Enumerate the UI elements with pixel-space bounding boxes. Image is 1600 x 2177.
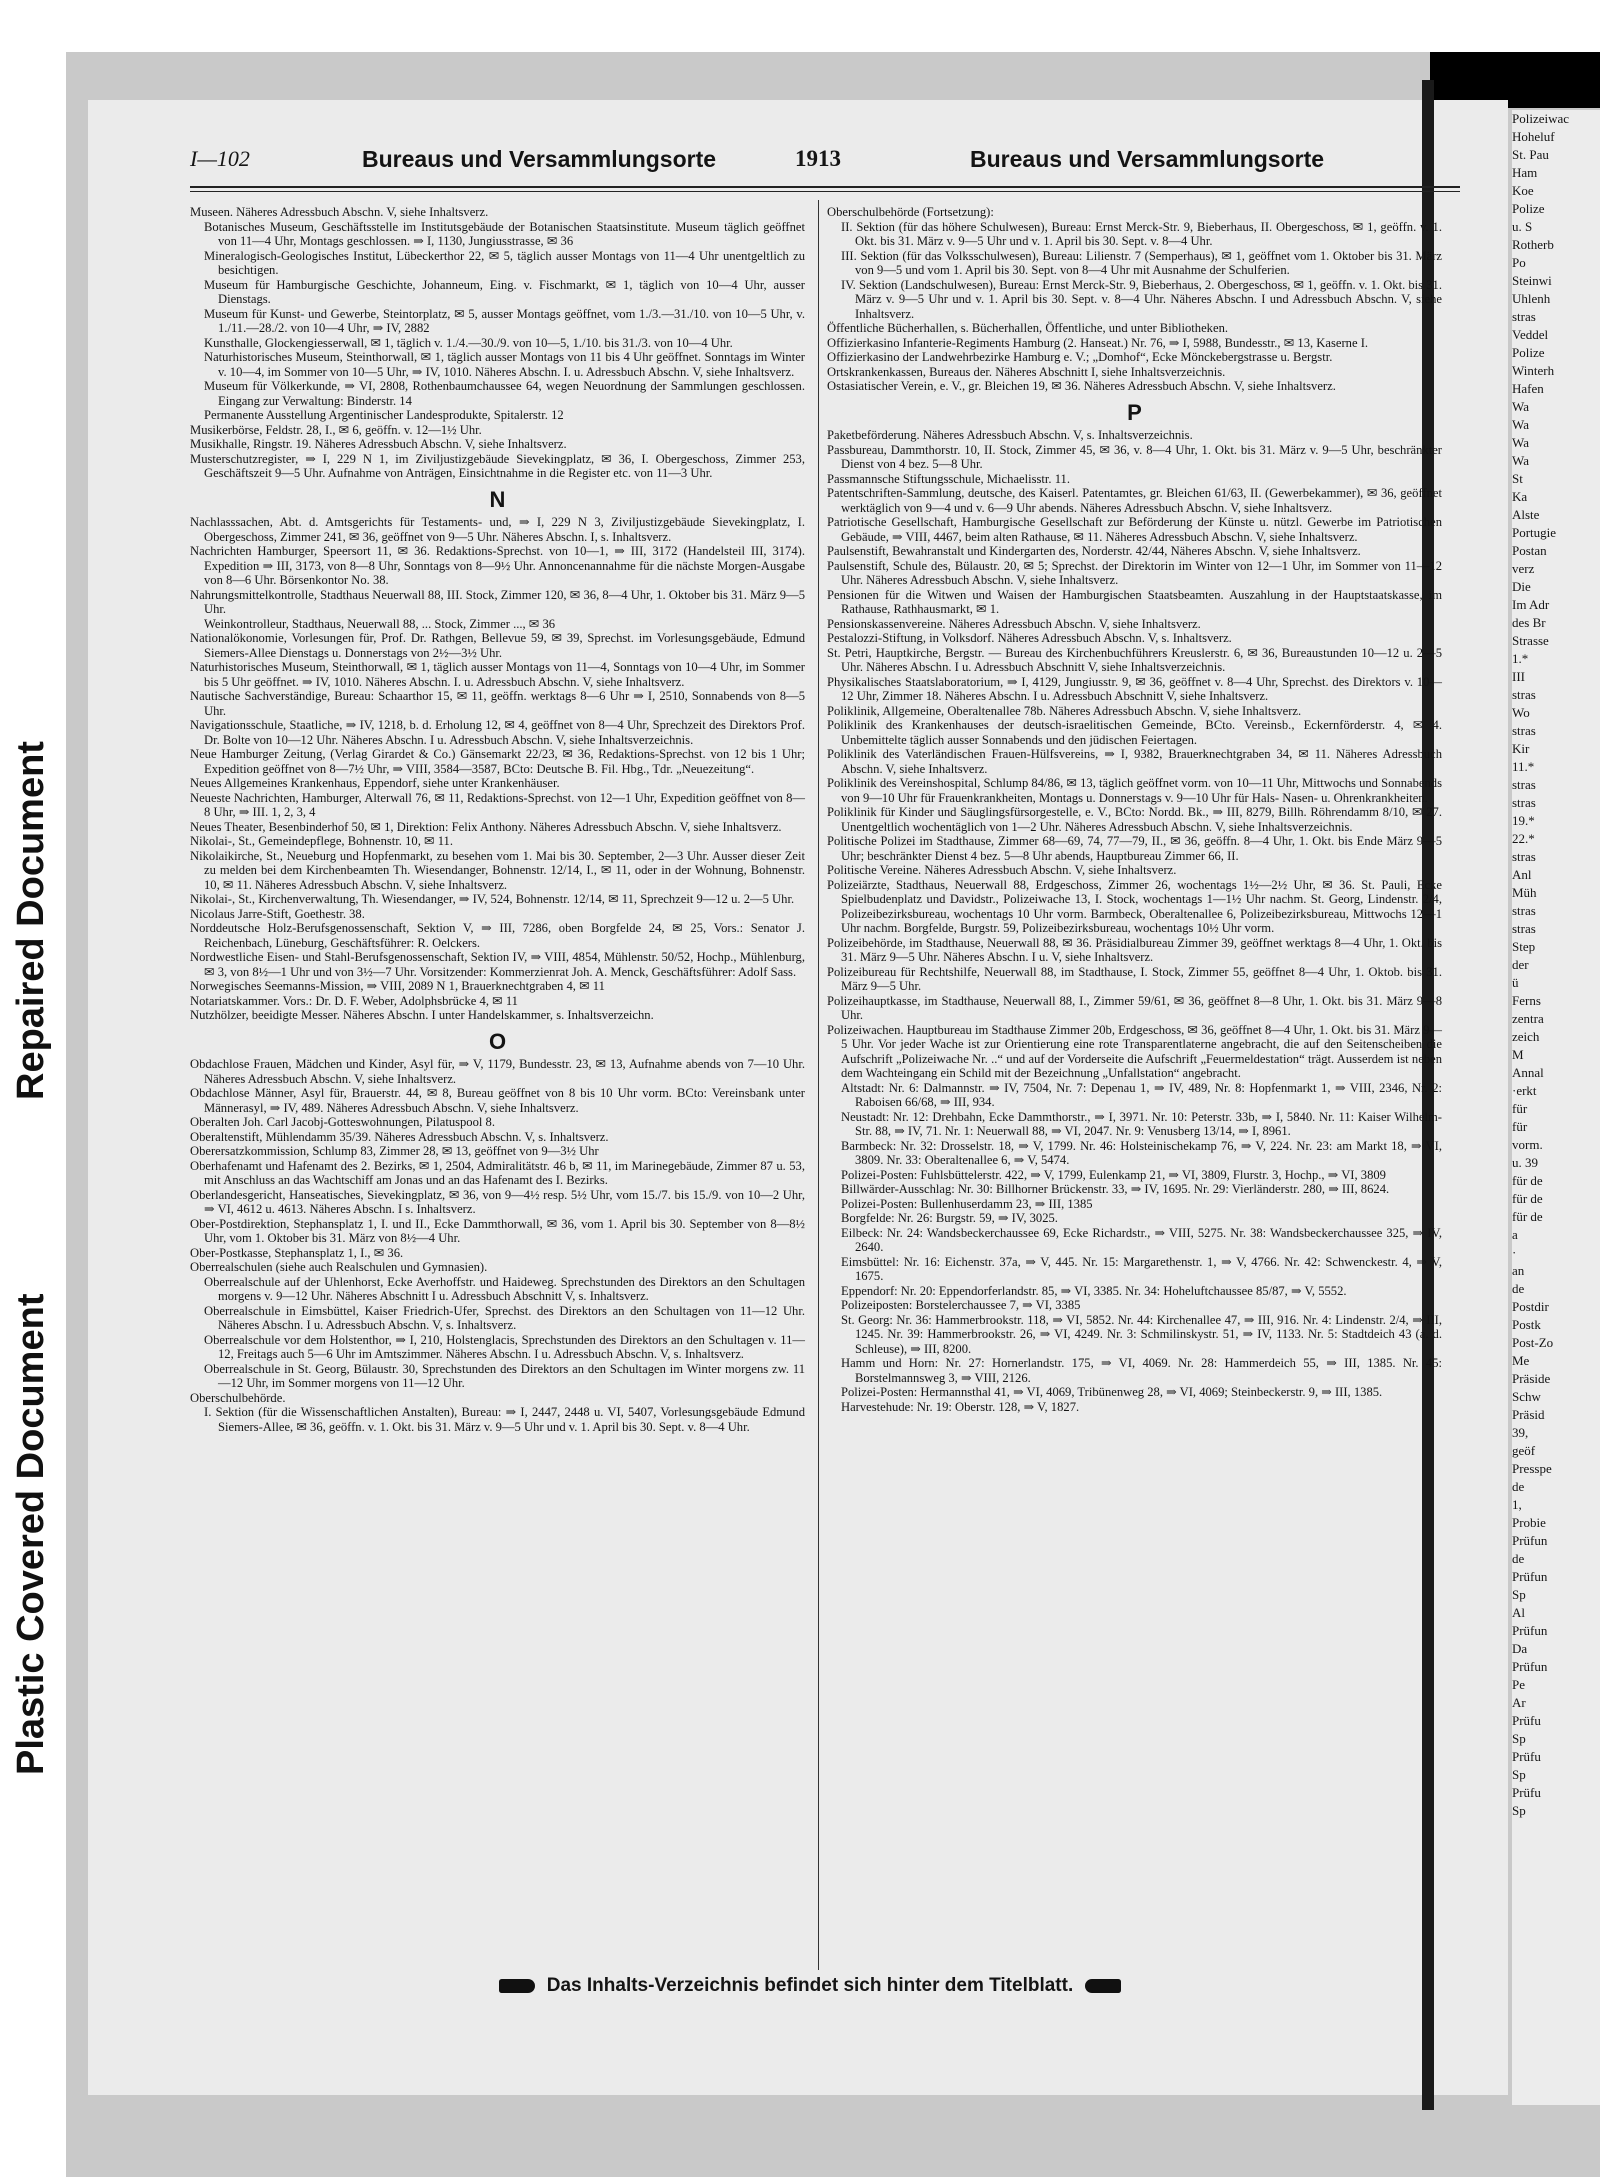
- neighbor-line: u. S: [1512, 219, 1533, 234]
- neighbor-line: geöf: [1512, 1443, 1536, 1458]
- directory-entry: Musterschutzregister, ⇒ I, 229 N 1, im Ziviljustizgebäude Sievekingplatz, ✉ 36, I. Obergeschoss, Zimmer 253, Geschäftszeit 9—5 Uhr. Aufnahme von Anträgen, Einsichtnahme in die Register etc. von 11—3 Uhr.: [190, 451, 805, 480]
- neighbor-line: für de: [1512, 1173, 1543, 1188]
- neighbor-line: 1.*: [1512, 651, 1529, 666]
- directory-entry: Harvestehude: Nr. 19: Oberstr. 128, ⇒ V, 1827.: [841, 1399, 1080, 1414]
- neighbor-line: stras: [1512, 309, 1536, 324]
- neighbor-line: u. 39: [1512, 1155, 1538, 1170]
- directory-entry: Oberersatzkommission, Schlump 83, Zimmer 28, ✉ 13, geöffnet von 9—3½ Uhr: [190, 1144, 599, 1158]
- neighbor-line: Strasse: [1512, 633, 1549, 648]
- neighbor-line: Prüfun: [1512, 1659, 1548, 1674]
- directory-entry: St. Petri, Hauptkirche, Bergstr. — Bureau des Kirchenbuchführers Kreuslerstr. 6, ✉ 36, Bureaustunden 10—12 u. 2—5 Uhr. Näheres Abschn. I u. Adressbuch Abschnitt V, siehe Inhaltsverzeichnis.: [827, 645, 1442, 674]
- directory-entry: II. Sektion (für das höhere Schulwesen), Bureau: Ernst Merck-Str. 9, Bieberhaus, II. Obergeschoss, ✉ 1, geöffn. v. 1. Okt. bis 31. März v. 9—5 Uhr und v. 1. April bis 30. Sept. v. 8—4 Uhr.: [841, 219, 1442, 248]
- neighbor-line: Ar: [1512, 1695, 1526, 1710]
- directory-entry: Pestalozzi-Stiftung, in Volksdorf. Näheres Adressbuch Abschn. V, s. Inhaltsverz.: [827, 631, 1232, 645]
- neighbor-line: Anl: [1512, 867, 1532, 882]
- neighbor-line: zentra: [1512, 1011, 1544, 1026]
- neighbor-line: Alste: [1512, 507, 1540, 522]
- neighbor-line: Hafen: [1512, 381, 1544, 396]
- directory-entry: Oberschulbehörde.: [190, 1390, 286, 1405]
- directory-entry: Neueste Nachrichten, Hamburger, Alterwall 76, ✉ 11, Redaktions-Sprechst. von 12—1 Uhr, Expedition geöffnet von 8—8 Uhr, ⇒ III. 1, 2, 3, 4: [190, 790, 805, 819]
- neighbor-line: Prüfu: [1512, 1785, 1541, 1800]
- directory-entry: Nikolai-, St., Gemeindepflege, Bohnenstr. 10, ✉ 11.: [190, 834, 453, 848]
- header-rule-thin: [190, 191, 1460, 192]
- plastic-covered-stamp: Plastic Covered Document: [10, 1293, 52, 1775]
- neighbor-line: Prüfu: [1512, 1749, 1541, 1764]
- directory-entry: Museum für Hamburgische Geschichte, Johanneum, Eing. v. Fischmarkt, ✉ 1, täglich von 10—4 Uhr, ausser Dienstags.: [204, 277, 805, 306]
- neighbor-line: 19.*: [1512, 813, 1535, 828]
- directory-entry: IV. Sektion (Landschulwesen), Bureau: Ernst Merck-Str. 9, Bieberhaus, 2. Obergeschoss, ✉ 1, geöffn. v. 1. Okt. bis 31. März v. 9—5 Uhr und v. 1. April bis 30. Sept. v. 8—4 Uhr. Näheres Abschn. I und Adressbuch Abschn. V, siehe Inhaltsverz.: [841, 277, 1442, 321]
- directory-entry: Politische Vereine. Näheres Adressbuch Abschn. V, siehe Inhaltsverz.: [827, 863, 1177, 877]
- neighbor-line: Polizeiwac: [1512, 111, 1570, 126]
- directory-entry: Polizeibehörde, im Stadthause, Neuerwall 88, ✉ 36. Präsidialbureau Zimmer 39, geöffnet werktags 8—4 Uhr, 1. Okt. bis 31. März 9—5 Uhr. Näheres Abschn. I u. V, siehe Inhaltsverz.: [827, 935, 1442, 964]
- directory-entry: Poliklinik, Allgemeine, Oberaltenallee 78b. Näheres Adressbuch Abschn. V, siehe Inhaltsverz.: [827, 703, 1302, 718]
- directory-entry: Naturhistorisches Museum, Steinthorwall, ✉ 1, täglich ausser Montags von 11 bis 4 Uhr geöffnet. Sonntags im Winter v. 10—4, im Sommer von 10—5 Uhr, ⇒ IV, 1010. Näheres Abschn. I. u. Adressbuch Abschn. V, siehe Inhaltsverz.: [204, 350, 805, 379]
- directory-entry: Neustadt: Nr. 12: Drehbahn, Ecke Dammthorstr., ⇒ I, 3971. Nr. 10: Peterstr. 33b, ⇒ I, 5840. Nr. 11: Kaiser Wilhelm-Str. 88, ⇒ IV, 71. Nr. 1: Neuerwall 88, ⇒ VI, 2047. Nr. 9: Venusberg 13/14, ⇒ I, 8961.: [841, 1109, 1442, 1138]
- directory-entry: Weinkontrolleur, Stadthaus, Neuerwall 88, ... Stock, Zimmer ..., ✉ 36: [204, 616, 556, 631]
- neighbor-line: Wa: [1512, 399, 1529, 414]
- section-letter: N: [489, 486, 506, 512]
- directory-entry: Nordwestliche Eisen- und Stahl-Berufsgenossenschaft, Sektion IV, ⇒ VIII, 4854, Mühlenstr. 50/52, Hochp., Mühlenburg, ✉ 3, von 8½—1 Uhr und von 3½—7 Uhr. Vorsitzender: Kommerzienrat Joh. A. Menck, Geschäftsführer: Adolf Sass.: [190, 950, 805, 979]
- directory-entry: Patriotische Gesellschaft, Hamburgische Gesellschaft zur Beförderung der Künste u. nützl. Gewerbe im Patriotischen Gebäude, ⇒ VIII, 4467, beim alten Rathause, ✉ 11. Näheres Adressbuch Abschn. V, siehe Inhaltsverz.: [827, 515, 1442, 544]
- directory-entry: Eppendorf: Nr. 20: Eppendorferlandstr. 85, ⇒ VI, 3385. Nr. 34: Hoheluftchaussee 85/87, ⇒ V, 5552.: [841, 1283, 1347, 1298]
- directory-entry: Paketbeförderung. Näheres Adressbuch Abschn. V, s. Inhaltsverzeichnis.: [827, 428, 1193, 442]
- directory-entry: Obdachlose Frauen, Mädchen und Kinder, Asyl für, ⇒ V, 1179, Bundesstr. 23, ✉ 13, Aufnahme abends von 7—10 Uhr. Näheres Adressbuch Abschn. V, siehe Inhaltsverz.: [190, 1057, 805, 1086]
- neighbor-line: de: [1512, 1281, 1525, 1296]
- directory-entry: Nahrungsmittelkontrolle, Stadthaus Neuerwall 88, III. Stock, Zimmer 120, ✉ 36, 8—4 Uhr, 1. Oktober bis 31. März 9—5 Uhr.: [190, 587, 805, 616]
- neighbor-line: Prüfu: [1512, 1713, 1541, 1728]
- directory-entry: Musikerbörse, Feldstr. 28, I., ✉ 6, geöffn. v. 12—1½ Uhr.: [190, 422, 482, 437]
- neighbor-line: Sp: [1512, 1767, 1526, 1782]
- directory-entry: Neues Allgemeines Krankenhaus, Eppendorf, siehe unter Krankenhäuser.: [190, 776, 560, 790]
- directory-entry: Norwegisches Seemanns-Mission, ⇒ VIII, 2089 N 1, Brauerknechtgraben 4, ✉ 11: [190, 979, 605, 993]
- neighbor-line: der: [1512, 957, 1529, 972]
- neighbor-line: ·erkt: [1512, 1083, 1537, 1098]
- neighbor-line: Annal: [1512, 1065, 1544, 1080]
- neighbor-line: Postan: [1512, 543, 1547, 558]
- neighbor-line: Portugie: [1512, 525, 1557, 540]
- directory-entry: Nautische Sachverständige, Bureau: Schaarthor 15, ✉ 11, geöffn. werktags 8—6 Uhr ⇒ I, 2510, Sonnabends von 8—5 Uhr.: [190, 689, 805, 718]
- neighbor-line: Uhlenh: [1512, 291, 1551, 306]
- directory-entry: Polizei-Posten: Fuhlsbüttelerstr. 422, ⇒ V, 1799, Eulenkamp 21, ⇒ VI, 3809, Flurstr. 3, Hochp., ⇒ VI, 3809: [841, 1167, 1386, 1182]
- neighbor-line: stras: [1512, 723, 1536, 738]
- neighbor-line: ü: [1512, 975, 1519, 990]
- directory-entry: Billwärder-Ausschlag: Nr. 30: Billhorner Brückenstr. 33, ⇒ IV, 1695. Nr. 29: Vierländerstr. 280, ⇒ III, 8624.: [841, 1182, 1390, 1196]
- neighbor-line: zeich: [1512, 1029, 1540, 1044]
- neighbor-line: des Br: [1512, 615, 1546, 630]
- column-divider: [818, 200, 819, 1970]
- neighbor-line: Probie: [1512, 1515, 1546, 1530]
- directory-entry: Hamm und Horn: Nr. 27: Hornerlandstr. 175, ⇒ VI, 4069. Nr. 28: Hammerdeich 55, ⇒ III, 1385. Nr. 45: Borstelmannsweg 3, ⇒ VIII, 2126.: [841, 1356, 1442, 1385]
- neighbor-line: Ferns: [1512, 993, 1541, 1008]
- neighbor-line: de: [1512, 1479, 1525, 1494]
- directory-entry: Nicolaus Jarre-Stift, Goethestr. 38.: [190, 906, 365, 921]
- neighbor-line: Prüfun: [1512, 1623, 1548, 1638]
- footer-note: [360, 1975, 1260, 1997]
- directory-entry: I. Sektion (für die Wissenschaftlichen Anstalten), Bureau: ⇒ I, 2447, 2448 u. VI, 5407, Vorlesungsgebäude Edmund Siemers-Allee, ✉ 36, geöffn. v. 1. Okt. bis 31. März v. 9—5 Uhr und v. 1. April bis 30. Sept. v. 8—4 Uhr.: [204, 1405, 805, 1434]
- neighbor-line: 11.*: [1512, 759, 1535, 774]
- neighbor-line: Schw: [1512, 1389, 1541, 1404]
- directory-entry: Borgfelde: Nr. 26: Burgstr. 59, ⇒ IV, 3025.: [841, 1211, 1058, 1225]
- neighbor-line: für: [1512, 1119, 1528, 1134]
- page-header: [110, 140, 1460, 182]
- neighbor-line: stras: [1512, 921, 1536, 936]
- section-letter: P: [1127, 399, 1142, 425]
- neighbor-line: Präsid: [1512, 1407, 1545, 1422]
- neighbor-line: stras: [1512, 687, 1536, 702]
- neighbor-line: Koe: [1512, 183, 1534, 198]
- neighbor-line: Ham: [1512, 165, 1538, 180]
- directory-entry: Botanisches Museum, Geschäftsstelle im Institutsgebäude der Botanischen Staatsinstitute. Museum täglich geöffnet von 11—4 Uhr, Montags geschlossen. ⇒ I, 1130, Jungiusstrasse, ✉ 36: [204, 219, 805, 248]
- directory-entry: Physikalisches Staatslaboratorium, ⇒ I, 4129, Jungiusstr. 9, ✉ 36, geöffnet v. 8—4 Uhr, Sprechst. des Direktors v. 10—12 Uhr, Zimmer 18. Näheres Abschn. I u. Adressbuch Abschnitt V, siehe Inhaltsverz.: [827, 674, 1442, 703]
- directory-entry: Polizeibureau für Rechtshilfe, Neuerwall 88, im Stadthause, I. Stock, Zimmer 55, geöffnet 8—4 Uhr, 1. Oktob. bis 31. März 9—5 Uhr.: [827, 964, 1442, 993]
- neighbor-line: Im Adr: [1512, 597, 1550, 612]
- directory-entry: Oberschulbehörde (Fortsetzung):: [827, 205, 994, 219]
- directory-entry: St. Georg: Nr. 36: Hammerbrookstr. 118, ⇒ VI, 5852. Nr. 44: Kirchenallee 47, ⇒ III, 916. Nr. 4: Lindenstr. 2/4, ⇒ III, 1245. Nr. 39: Hammerbrookstr. 26, ⇒ VI, 4249. Nr. 3: Schmilinskystr. 51, ⇒ IV, 1133. Nr. 5: Stadtdeich 43 (a. d. Schleuse), ⇒ III, 8200.: [841, 1312, 1442, 1356]
- neighbor-line: Kir: [1512, 741, 1530, 756]
- pointing-hand-icon: [1085, 1979, 1121, 1993]
- neighbor-line: Sp: [1512, 1731, 1526, 1746]
- directory-entry: Nikolai-, St., Kirchenverwaltung, Th. Wiesendanger, ⇒ IV, 524, Bohnenstr. 12/14, ✉ 11, Sprechzeit 9—12 u. 2—5 Uhr.: [190, 892, 795, 906]
- neighbor-line: an: [1512, 1263, 1525, 1278]
- directory-entry: Polizeihauptkasse, im Stadthause, Neuerwall 88, I., Zimmer 59/61, ✉ 36, geöffnet 8—8 Uhr, 1. Okt. bis 31. März 9—8 Uhr.: [827, 993, 1442, 1022]
- neighbor-line: III: [1512, 669, 1525, 684]
- directory-entry: Polizeiärzte, Stadthaus, Neuerwall 88, Erdgeschoss, Zimmer 26, wochentags 1½—2½ Uhr, ✉ 36. St. Pauli, Ecke Spielbudenplatz und Davidstr., Polizeiwache 13, I. Stock, wochentags 1—1½ Uhr nachm. St. Georg, Lindenstr. 2/4, Polizeibezirksbureau, wochentags 10 Uhr vorm. Barmbeck, Oberaltenallee 6, Polizeibezirksbureau, Mittwochs 12—1 Uhr nachm. Borgfelde, Burgstr. 59, Polizeibezirksbureau, wochentags 10½ Uhr vorm.: [827, 877, 1442, 935]
- directory-entry: Oberrealschulen (siehe auch Realschulen und Gymnasien).: [190, 1260, 488, 1274]
- right-column: [827, 205, 1442, 1414]
- directory-entry: Nachrichten Hamburger, Speersort 11, ✉ 36. Redaktions-Sprechst. von 10—1, ⇒ III, 3172 (Handelsteil III, 3174). Expedition ⇒ III, 3173, von 8—8 Uhr, Sonntags von 8—9½ Uhr. Annoncenannahme für die nächste Morgen-Ausgabe von 8—6 Uhr. Börsenkontor No. 38.: [190, 544, 805, 587]
- directory-entry: Passmannsche Stiftungsschule, Michaelisstr. 11.: [827, 471, 1070, 486]
- directory-entry: Polizei-Posten: Bullenhuserdamm 23, ⇒ III, 1385: [841, 1196, 1093, 1211]
- directory-entry: Pensionskassenvereine. Näheres Adressbuch Abschn. V, siehe Inhaltsverz.: [827, 616, 1201, 631]
- directory-entry: Altstadt: Nr. 6: Dalmannstr. ⇒ IV, 7504, Nr. 7: Depenau 1, ⇒ IV, 489, Nr. 8: Hopfenmarkt 1, ⇒ VIII, 2346, Nr. 2: Raboisen 66/68, ⇒ III, 934.: [841, 1080, 1442, 1109]
- directory-entry: Poliklinik für Kinder und Säuglingsfürsorgestelle, e. V., BCto: Nordd. Bk., ⇒ III, 8279, Billh. Röhrendamm 8/10, ✉ 27. Unentgeltlich wochentäglich von 1—2 Uhr. Näheres Adressbuch Abschn. V, siehe Inhaltsverzeichnis.: [827, 805, 1442, 834]
- directory-entry: Eimsbüttel: Nr. 16: Eichenstr. 37a, ⇒ V, 445. Nr. 15: Margarethenstr. 1, ⇒ V, 4766. Nr. 42: Schwenckestr. 4, ⇒ V, 1675.: [841, 1254, 1442, 1283]
- directory-entry: Paulsenstift, Schule des, Bülaustr. 20, ✉ 5; Sprechst. der Direktorin im Winter von 12—1 Uhr, im Sommer von 11—12 Uhr. Näheres Adressbuch Abschn. V, siehe Inhaltsverz.: [827, 558, 1442, 587]
- neighbor-line: Po: [1512, 255, 1526, 270]
- directory-entry: Museum für Kunst- und Gewerbe, Steintorplatz, ✉ 5, ausser Montags geöffnet, vom 1./3.—31./10. von 10—5 Uhr, v. 1./11.—28./2. von 10—4 Uhr, ⇒ IV, 2882: [204, 306, 805, 335]
- directory-entry: Museen. Näheres Adressbuch Abschn. V, siehe Inhaltsverz.: [190, 205, 489, 219]
- directory-entry: Paulsenstift, Bewahranstalt und Kindergarten des, Norderstr. 42/44, Näheres Abschn. V, siehe Inhaltsverz.: [827, 544, 1361, 558]
- directory-entry: Obdachlose Männer, Asyl für, Brauerstr. 44, ✉ 8, Bureau geöffnet von 8 bis 10 Uhr vorm. BCto: Vereinsbank unter Männerasyl, ⇒ IV, 489. Näheres Adressbuch Abschn. V, siehe Inhaltsverz.: [190, 1086, 805, 1115]
- neighbor-line: Presspe: [1512, 1461, 1552, 1476]
- directory-entry: Pensionen für die Witwen und Waisen der Hamburgischen Staatsbeamten. Auszahlung in der Hauptstaatskasse, im Rathause, Rathhausmarkt, ✉ 1.: [827, 587, 1442, 616]
- neighbor-line: stras: [1512, 849, 1536, 864]
- directory-entry: Nikolaikirche, St., Neueburg und Hopfenmarkt, zu besehen vom 1. Mai bis 30. September, 2—3 Uhr. Ausser dieser Zeit zu melden bei dem Kirchenbeamten Th. Wiesendanger, Bohnenstr. 12/14, I., ✉ 11, oder in der Wohnung, Bohnenstr. 10, ✉ 11. Näheres Adressbuch Abschn. V, siehe Inhaltsverz.: [190, 848, 805, 892]
- directory-entry: Mineralogisch-Geologisches Institut, Lübeckerthor 22, ✉ 5, täglich ausser Montags von 11—4 Uhr unentgeltlich zu besichtigen.: [204, 248, 805, 277]
- neighbor-line: Prüfun: [1512, 1533, 1548, 1548]
- neighbor-line: Müh: [1512, 885, 1537, 900]
- neighbor-line: Step: [1512, 939, 1536, 954]
- directory-entry: Musikhalle, Ringstr. 19. Näheres Adressbuch Abschn. V, siehe Inhaltsverz.: [190, 437, 567, 451]
- directory-entry: Nutzhölzer, beeidigte Messer. Näheres Abschn. I unter Handelskammer, s. Inhaltsverzeichn.: [190, 1008, 654, 1022]
- neighbor-line: für de: [1512, 1191, 1543, 1206]
- neighbor-line: Al: [1512, 1605, 1525, 1620]
- neighbor-line: stras: [1512, 777, 1536, 792]
- neighbor-line: Post-Zo: [1512, 1335, 1554, 1350]
- neighbor-line: Polize: [1512, 201, 1545, 216]
- directory-entry: Neues Theater, Besenbinderhof 50, ✉ 1, Direktion: Felix Anthony. Näheres Adressbuch Abschn. V, siehe Inhaltsverz.: [190, 819, 782, 834]
- neighbor-line: für: [1512, 1101, 1528, 1116]
- directory-entry: Poliklinik des Vereinshospital, Schlump 84/86, ✉ 13, täglich geöffnet vorm. von 10—11 Uhr, Mittwochs und Sonnabends von 9—10 Uhr für Frauenkrankheiten, Montags u. Donnerstags v. 9—10 Uhr für Hals- Nasen- u. Ohrenkrankheiten.: [827, 776, 1442, 805]
- neighbor-line: vorm.: [1512, 1137, 1543, 1152]
- neighbor-line: Wo: [1512, 705, 1530, 720]
- directory-entry: Oberrealschule in Eimsbüttel, Kaiser Friedrich-Ufer, Sprechst. des Direktors an den Schultagen von 11—12 Uhr. Näheres Abschn. I u. Adressbuch Abschn. V, s. Inhaltsverz.: [204, 1303, 805, 1332]
- header-rule: [190, 186, 1460, 188]
- directory-entry: Oberalten Joh. Carl Jacobj-Gotteswohnungen, Pilatuspool 8.: [190, 1115, 495, 1129]
- neighbor-line: Sp: [1512, 1803, 1526, 1818]
- neighbor-line: Die: [1512, 579, 1531, 594]
- directory-entry: Oberaltenstift, Mühlendamm 35/39. Näheres Adressbuch Abschn. V, s. Inhaltsverz.: [190, 1129, 609, 1144]
- directory-entry: Oberrealschule vor dem Holstenthor, ⇒ I, 210, Holstenglacis, Sprechstunden des Direktors an den Schultagen v. 11—12, Freitags auch 5—6 Uhr im Amtszimmer. Näheres Abschn. I u. Adressbuch Abschn. V, s. Inhaltsverz.: [204, 1332, 805, 1361]
- neighbor-line: 39,: [1512, 1425, 1529, 1440]
- section-letter: O: [488, 1028, 507, 1054]
- directory-entry: Ober-Postkasse, Stephansplatz 1, I., ✉ 36.: [190, 1245, 404, 1260]
- neighbor-line: M: [1512, 1047, 1524, 1062]
- neighbor-line: Wa: [1512, 453, 1529, 468]
- neighbor-line: Pe: [1512, 1677, 1525, 1692]
- directory-entry: Barmbeck: Nr. 32: Drosselstr. 18, ⇒ V, 1799. Nr. 46: Holsteinischekamp 76, ⇒ V, 224. Nr. 23: am Markt 18, ⇒ VI, 3809. Nr. 33: Oberaltenallee 6, ⇒ V, 5474.: [841, 1138, 1442, 1167]
- directory-entry: Oberhafenamt und Hafenamt des 2. Bezirks, ✉ 1, 2504, Admiralitätstr. 46 b, ✉ 11, im Marinegebäude, Zimmer 87 u. 53, mit Anschluss an das Wachtschiff am Jonas und an das Hafenamt des I. Bezirks.: [190, 1158, 805, 1187]
- year: 1913: [795, 146, 841, 171]
- neighbor-line: verz: [1512, 561, 1535, 576]
- directory-entry: Eilbeck: Nr. 24: Wandsbeckerchaussee 69, Ecke Richardstr., ⇒ VIII, 5275. Nr. 38: Wandsbeckerchaussee 325, ⇒ IV, 2640.: [841, 1225, 1442, 1254]
- neighbor-line: Da: [1512, 1641, 1528, 1656]
- directory-entry: Ostasiatischer Verein, e. V., gr. Bleichen 19, ✉ 36. Näheres Adressbuch Abschn. V, siehe Inhaltsverz.: [827, 379, 1336, 393]
- directory-entry: Oberrealschule auf der Uhlenhorst, Ecke Averhoffstr. und Haideweg. Sprechstunden des Direktors an den Schultagen morgens v. 9—12 Uhr. Näheres Abschnitt I u. Adressbuch Abschnitt V, s. Inhaltsverz.: [204, 1274, 805, 1303]
- directory-entry: Nachlasssachen, Abt. d. Amtsgerichts für Testaments- und, ⇒ I, 229 N 3, Ziviljustizgebäude Sievekingplatz, I. Obergeschoss, Zimmer 241, ✉ 36, geöffnet von 9—5 Uhr. Näheres Abschn. I, s. Inhaltsverz.: [190, 515, 805, 544]
- directory-entry: Polizei-Posten: Hermannsthal 41, ⇒ VI, 4069, Tribünenweg 28, ⇒ VI, 4069; Steinbeckerstr. 9, ⇒ III, 1385.: [841, 1385, 1383, 1399]
- neighbor-line: Winterh: [1512, 363, 1555, 378]
- neighbor-line: stras: [1512, 903, 1536, 918]
- repaired-document-stamp: Repaired Document: [10, 741, 52, 1100]
- neighbor-line: Veddel: [1512, 327, 1549, 342]
- neighbor-line: St. Pau: [1512, 147, 1549, 162]
- directory-entry: Offizierkasino der Landwehrbezirke Hamburg e. V.; „Domhof“, Ecke Mönckebergstrasse u. Bergstr.: [827, 350, 1333, 364]
- neighbor-line: ·: [1512, 1245, 1517, 1260]
- neighbor-line: Steinwi: [1512, 273, 1552, 288]
- directory-entry: Kunsthalle, Glockengiesserwall, ✉ 1, täglich v. 1./4.—30./9. von 10—5, 1./10. bis 31./3. von 10—4 Uhr.: [204, 335, 733, 350]
- neighbor-line: Wa: [1512, 435, 1529, 450]
- running-title-right: Bureaus und Versammlungsorte: [970, 146, 1325, 172]
- page-number: I—102: [190, 146, 250, 171]
- directory-entry: Poliklinik des Vaterländischen Frauen-Hülfsvereins, ⇒ I, 9382, Brauerknechtgraben 34, ✉ 11. Näheres Adressbuch Abschn. V, siehe Inhaltsverz.: [827, 747, 1442, 776]
- directory-entry: Naturhistorisches Museum, Steinthorwall, ✉ 1, täglich ausser Montags von 11—4, Sonntags von 10—4 Uhr, im Sommer bis 5 Uhr geöffnet. ⇒ IV, 1010. Näheres Abschn. I. u. Adressbuch Abschn. V, siehe Inhaltsverz.: [190, 660, 805, 689]
- neighbor-line: Me: [1512, 1353, 1530, 1368]
- directory-entry: Navigationsschule, Staatliche, ⇒ IV, 1218, b. d. Erholung 12, ✉ 4, geöffnet von 8—4 Uhr, Sprechzeit des Direktors Prof. Dr. Bolte von 10—12 Uhr. Näheres Abschn. I u. Adressbuch Abschn. V, siehe Inhaltsverzeichnis.: [190, 718, 805, 747]
- pointing-hand-icon: [499, 1979, 535, 1993]
- directory-entry: Politische Polizei im Stadthause, Zimmer 68—69, 74, 77—79, II., ✉ 36, geöffn. 8—4 Uhr, 1. Okt. bis Ende März 9—5 Uhr; beschränkter Dienst 4 bez. 5—8 Uhr abends, Hauptbureau Zimmer 66, II.: [827, 834, 1442, 863]
- neighbor-line: Ka: [1512, 489, 1528, 504]
- neighbor-line: Rotherb: [1512, 237, 1554, 252]
- neighbor-line: Prüfun: [1512, 1569, 1548, 1584]
- directory-entry: Museum für Völkerkunde, ⇒ VI, 2808, Rothenbaumchaussee 64, wegen Neuordnung der Sammlungen geschlossen. Eingang zur Verwaltung: Binderstr. 14: [204, 379, 805, 408]
- neighbor-line: für de: [1512, 1209, 1543, 1224]
- neighbor-line: Sp: [1512, 1587, 1526, 1602]
- neighbor-line: de: [1512, 1551, 1525, 1566]
- footer-text: Das Inhalts-Verzeichnis befindet sich hinter dem Titelblatt.: [546, 1975, 1074, 1996]
- directory-entry: Oberrealschule in St. Georg, Bülaustr. 30, Sprechstunden des Direktors an den Schultagen im Winter morgens zw. 11—12 Uhr, im Sommer morgens von 11—12 Uhr.: [204, 1361, 805, 1390]
- neighbor-line: Postdir: [1512, 1299, 1549, 1314]
- directory-entry: Notariatskammer. Vors.: Dr. D. F. Weber, Adolphsbrücke 4, ✉ 11: [190, 993, 518, 1008]
- directory-entry: Permanente Ausstellung Argentinischer Landesprodukte, Spitalerstr. 12: [204, 408, 564, 422]
- directory-entry: Poliklinik des Krankenhauses der deutsch-israelitischen Gemeinde, BCto. Vereinsb., Eckernförderstr. 4, ✉ 4. Unbemittelte täglich ausser Sonnabends und den jüdischen Feiertagen.: [827, 718, 1442, 747]
- directory-entry: Oberlandesgericht, Hanseatisches, Sievekingplatz, ✉ 36, von 9—4½ resp. 5½ Uhr, vom 15./7. bis 15./9. von 10—2 Uhr, ⇒ VI, 4612 u. 4613. Näheres Abschn. I s. Inhaltsverz.: [190, 1187, 805, 1216]
- neighbor-line: St: [1512, 471, 1523, 486]
- directory-entry: Offizierkasino Infanterie-Regiments Hamburg (2. Hanseat.) Nr. 76, ⇒ I, 5988, Bundesstr., ✉ 13, Kaserne I.: [827, 335, 1369, 350]
- left-column: [190, 205, 805, 1434]
- directory-entry: Öffentliche Bücherhallen, s. Bücherhallen, Öffentliche, und unter Bibliotheken.: [827, 321, 1229, 335]
- running-title-left: Bureaus und Versammlungsorte: [362, 146, 717, 172]
- directory-entry: Ober-Postdirektion, Stephansplatz 1, I. und II., Ecke Dammthorwall, ✉ 36, vom 1. April bis 30. September von 8—8½ Uhr, vom 1. Oktober bis 31. März von 8½—4 Uhr.: [190, 1216, 805, 1245]
- directory-entry: Norddeutsche Holz-Berufsgenossenschaft, Sektion V, ⇒ III, 7286, oben Borgfelde 24, ✉ 25, Vors.: Senator J. Reichenbach, Lüneburg, Geschäftsführer: R. Oelckers.: [190, 921, 805, 950]
- neighbor-line: Wa: [1512, 417, 1529, 432]
- directory-entry: Polizeiposten: Borstelerchaussee 7, ⇒ VI, 3385: [841, 1298, 1081, 1312]
- directory-entry: Passbureau, Dammthorstr. 10, II. Stock, Zimmer 45, ✉ 36, v. 8—4 Uhr, 1. Okt. bis 31. März v. 9—5 Uhr, beschränkter Dienst von 4 bez. 5—8 Uhr.: [827, 442, 1442, 471]
- neighbor-line: Postk: [1512, 1317, 1541, 1332]
- directory-entry: Polizeiwachen. Hauptbureau im Stadthause Zimmer 20b, Erdgeschoss, ✉ 36, geöffnet 8—4 Uhr, 1. Okt. bis 31. März 9—5 Uhr. Vor jeder Wache ist zur Orientierung eine rote Transparentlaterne angebracht, die auf den Seitenscheiben die Aufschrift „Polizeiwache Nr. ..“ und auf der Vorderseite die Aufschrift „Feuermeldestation“ trägt. Ausserdem ist neben dem Wachteingang ein Schild mit der Bezeichnung „Unfallstation“ angebracht.: [827, 1022, 1442, 1080]
- directory-entry: Nationalökonomie, Vorlesungen für, Prof. Dr. Rathgen, Bellevue 59, ✉ 39, Sprechst. im Vorlesungsgebäude, Edmund Siemers-Allee Dienstags u. Donnerstags von 2½—3½ Uhr.: [190, 631, 805, 660]
- neighbor-line: Präside: [1512, 1371, 1551, 1386]
- neighbor-line: Hoheluf: [1512, 129, 1555, 144]
- directory-entry: Neue Hamburger Zeitung, (Verlag Girardet & Co.) Gänsemarkt 22/23, ✉ 36, Redaktions-Sprechst. von 12 bis 1 Uhr; Expedition geöffnet von 8—7½ Uhr, ⇒ VIII, 3584—3587, BCto: Deutsche B. Fil. Hbg., Tdr. „Neuezeitung“.: [190, 747, 805, 776]
- neighbor-line: a: [1512, 1227, 1518, 1242]
- neighbor-line: 1,: [1512, 1497, 1522, 1512]
- neighbor-page-fragment: [1512, 110, 1600, 2105]
- neighbor-line: Polize: [1512, 345, 1545, 360]
- directory-entry: III. Sektion (für das Volksschulwesen), Bureau: Lilienstr. 7 (Semperhaus), ✉ 1, geöffnet vom 1. Oktober bis 31. März von 9—5 und vom 1. April bis 30. Sept. von 8—4 Uhr mit Ausnahme der Schulferien.: [841, 248, 1442, 277]
- neighbor-line: stras: [1512, 795, 1536, 810]
- directory-entry: Patentschriften-Sammlung, deutsche, des Kaiserl. Patentamtes, gr. Bleichen 61/63, II. (Gewerbekammer), ✉ 36, geöffnet werktäglich von 9—4 und v. 6—9 Uhr abends. Näheres Adressbuch Abschn. V, siehe Inhaltsverz.: [827, 486, 1442, 515]
- neighbor-line: 22.*: [1512, 831, 1535, 846]
- directory-entry: Ortskrankenkassen, Bureaus der. Näheres Abschnitt I, siehe Inhaltsverzeichnis.: [827, 364, 1226, 379]
